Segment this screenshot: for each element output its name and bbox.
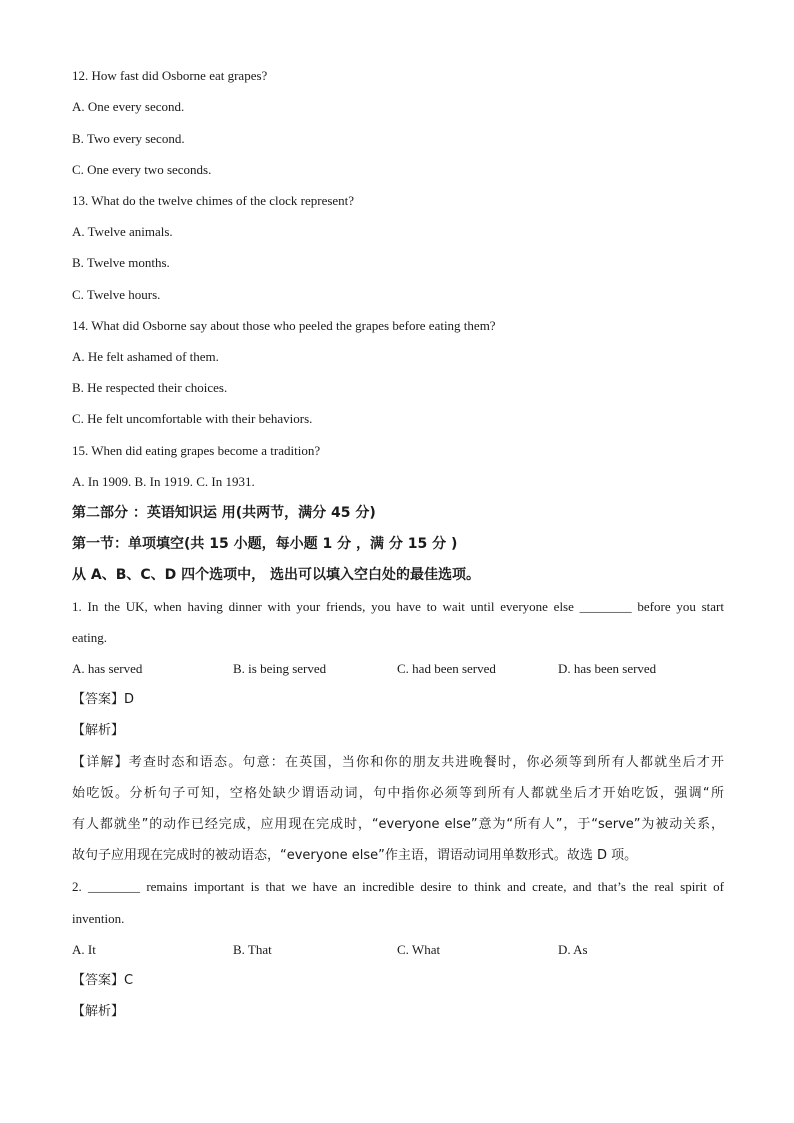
- question-15: 15. When did eating grapes become a tradition?: [72, 443, 321, 458]
- q1-option-b: B. is being served: [233, 661, 327, 676]
- q1-answer: 【答案】D: [72, 692, 135, 707]
- q2-option-a: A. It: [72, 942, 96, 957]
- question-13-option-c: C. Twelve hours.: [72, 287, 161, 302]
- question-13: 13. What do the twelve chimes of the clock represent?: [72, 193, 355, 208]
- question-14: 14. What did Osborne say about those who peeled the grapes before eating them?: [72, 318, 496, 333]
- q2-option-d: D. As: [558, 942, 588, 957]
- q1-detail-line-1: 【详解】考查时态和语态。句意：在英国，当你和你的朋友共进晚餐时，你必须等到所有人都就坐后才开: [72, 755, 724, 770]
- question-13-option-a: A. Twelve animals.: [72, 224, 173, 239]
- q1-detail-line-3: 有人都就坐”的动作已经完成，应用现在完成时，“everyone else”意为“所有人”，于“serve”为被动关系，: [72, 817, 724, 832]
- question-14-option-b: B. He respected their choices.: [72, 380, 228, 395]
- q2-option-c: C. What: [397, 942, 441, 957]
- q1-analysis-label: 【解析】: [72, 723, 125, 738]
- q1-option-d: D. has been served: [558, 661, 657, 676]
- section-heading-part-2-1: 第一节：单项填空(共 15 小题，每小题 1 分 ，满 分 15 分 ): [72, 536, 458, 552]
- q1-detail-line-2: 始吃饭。分析句子可知，空格处缺少谓语动词，句中指你必须等到所有人都就坐后才开始吃饭，强调“所: [72, 786, 724, 801]
- question-14-option-c: C. He felt uncomfortable with their behaviors.: [72, 411, 313, 426]
- q1-option-a: A. has served: [72, 661, 143, 676]
- section-instruction: 从 A、B、C、D 四个选项中， 选出可以填入空白处的最佳选项。: [72, 567, 481, 583]
- section-heading-part-2: 第二部分 ：英语知识运 用(共两节，满分 45 分): [72, 505, 376, 521]
- q2-analysis-label: 【解析】: [72, 1004, 125, 1019]
- q1-detail-line-4: 故句子应用现在完成时的被动语态，“everyone else”作主语，谓语动词用单数形式。故选 D 项。: [72, 848, 638, 863]
- question-12-option-a: A. One every second.: [72, 99, 185, 114]
- question-13-option-b: B. Twelve months.: [72, 255, 170, 270]
- question-12-option-b: B. Two every second.: [72, 131, 185, 146]
- question-12: 12. How fast did Osborne eat grapes?: [72, 68, 268, 83]
- question-15-options: A. In 1909. B. In 1919. C. In 1931.: [72, 474, 255, 489]
- question-12-option-c: C. One every two seconds.: [72, 162, 212, 177]
- q1-stem-line-2: eating.: [72, 630, 108, 645]
- q2-stem-line-1: 2. ________ remains important is that we have an incredible desire to think and create, and that’s the real spirit of: [72, 879, 724, 894]
- q2-stem-line-2: invention.: [72, 911, 125, 926]
- q1-stem-line-1: 1. In the UK, when having dinner with your friends, you have to wait until everyone else ________ before you start: [72, 599, 724, 614]
- q1-option-c: C. had been served: [397, 661, 496, 676]
- q2-option-b: B. That: [233, 942, 272, 957]
- question-14-option-a: A. He felt ashamed of them.: [72, 349, 219, 364]
- q2-answer: 【答案】C: [72, 973, 134, 988]
